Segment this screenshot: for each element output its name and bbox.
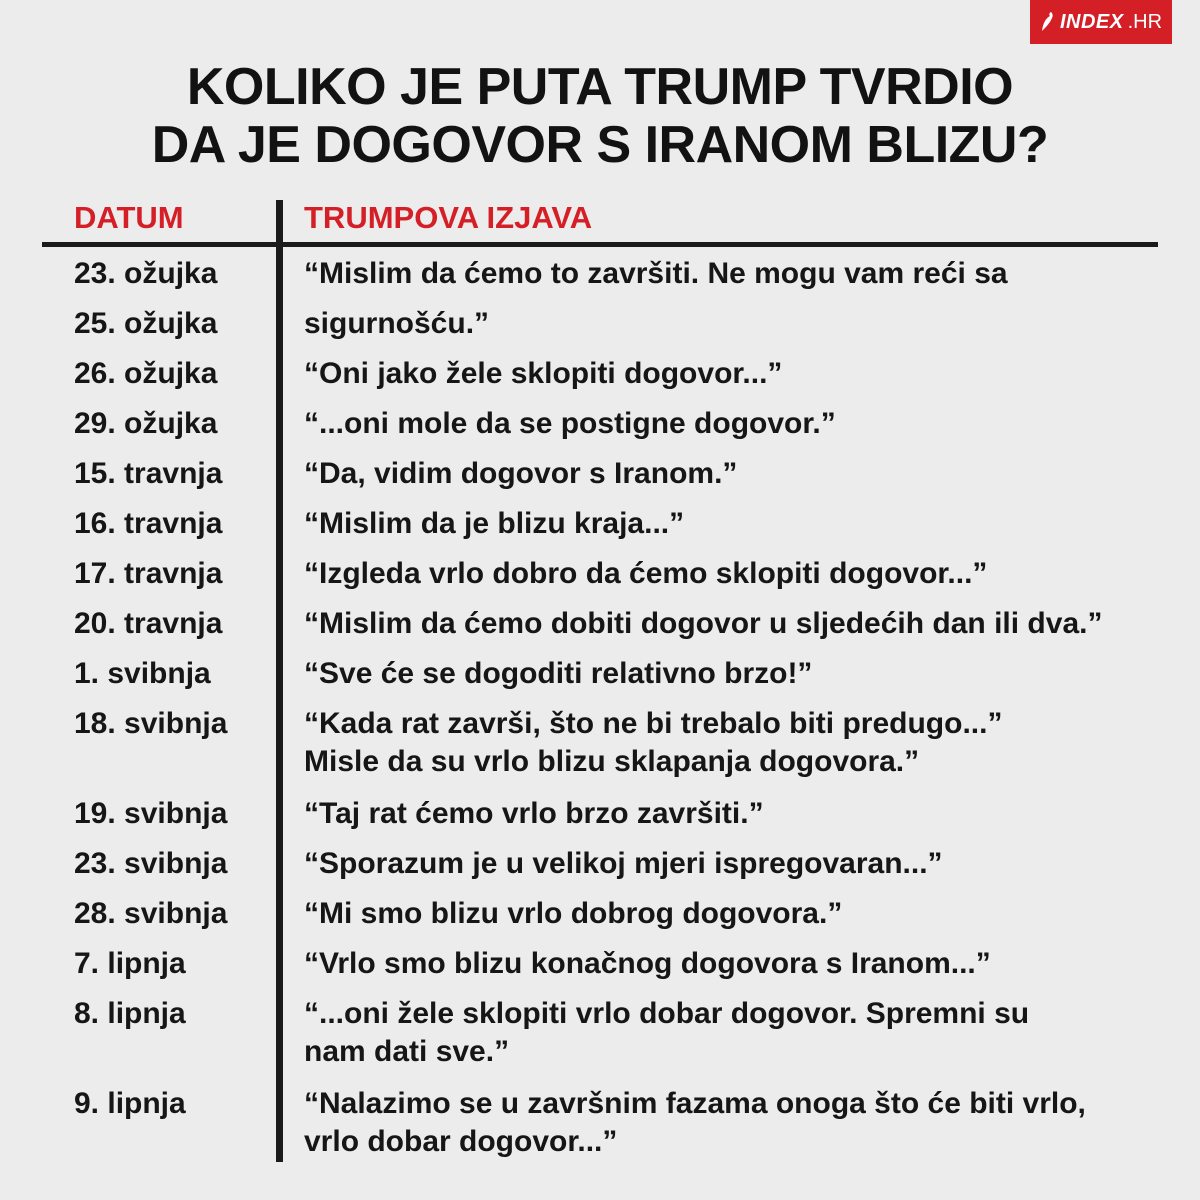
- column-header-date: DATUM: [74, 200, 184, 235]
- quote-cell: “Kada rat završi, što ne bi trebalo biti predugo...” Misle da su vrlo blizu sklapanja dogovora.”: [304, 707, 1003, 778]
- date-cell: 1. svibnja: [74, 657, 211, 690]
- table-row: [0, 405, 1200, 455]
- date-cell: 18. svibnja: [74, 707, 228, 740]
- table-row: [0, 995, 1200, 1085]
- logo-tld-text: .HR: [1127, 10, 1163, 33]
- quote-cell: “Mislim da ćemo to završiti. Ne mogu vam reći sa: [304, 257, 1008, 290]
- quote-cell: “Mislim da ćemo dobiti dogovor u sljedećih dan ili dva.”: [304, 607, 1103, 640]
- chili-icon: [1040, 11, 1056, 33]
- table-row: [0, 795, 1200, 845]
- quote-cell: sigurnošću.”: [304, 307, 490, 340]
- date-cell: 23. svibnja: [74, 847, 228, 880]
- quote-cell: “Nalazimo se u završnim fazama onoga što će biti vrlo, vrlo dobar dogovor...”: [304, 1087, 1086, 1158]
- quote-cell: “Mislim da je blizu kraja...”: [304, 507, 685, 540]
- date-cell: 28. svibnja: [74, 897, 228, 930]
- table-row: [0, 705, 1200, 795]
- date-cell: 16. travnja: [74, 507, 223, 540]
- table-row: [0, 655, 1200, 705]
- date-cell: 23. ožujka: [74, 257, 218, 290]
- table-row: [0, 555, 1200, 605]
- statements-table: [0, 255, 1200, 1175]
- quote-cell: “Izgleda vrlo dobro da ćemo sklopiti dogovor...”: [304, 557, 988, 590]
- table-row: [0, 605, 1200, 655]
- date-cell: 17. travnja: [74, 557, 223, 590]
- date-cell: 9. lipnja: [74, 1087, 186, 1120]
- quote-cell: “...oni mole da se postigne dogovor.”: [304, 407, 836, 440]
- date-cell: 8. lipnja: [74, 997, 186, 1030]
- date-cell: 15. travnja: [74, 457, 223, 490]
- table-row: [0, 455, 1200, 505]
- table-row: [0, 505, 1200, 555]
- quote-cell: “Sve će se dogoditi relativno brzo!”: [304, 657, 813, 690]
- index-hr-logo: [1030, 0, 1172, 44]
- quote-cell: “Taj rat ćemo vrlo brzo završiti.”: [304, 797, 764, 830]
- date-cell: 19. svibnja: [74, 797, 228, 830]
- table-row: [0, 355, 1200, 405]
- column-header-quote: TRUMPOVA IZJAVA: [304, 200, 593, 235]
- quote-cell: “Vrlo smo blizu konačnog dogovora s Iranom...”: [304, 947, 991, 980]
- table-row: [0, 1085, 1200, 1175]
- quote-cell: “Mi smo blizu vrlo dobrog dogovora.”: [304, 897, 843, 930]
- quote-cell: “Da, vidim dogovor s Iranom.”: [304, 457, 738, 490]
- date-cell: 26. ožujka: [74, 357, 218, 390]
- quote-cell: “...oni žele sklopiti vrlo dobar dogovor. Spremni su nam dati sve.”: [304, 997, 1030, 1068]
- logo-brand-text: INDEX: [1059, 10, 1124, 33]
- table-row: [0, 255, 1200, 305]
- table-row: [0, 895, 1200, 945]
- page-title: [0, 58, 1200, 174]
- title-line-1: KOLIKO JE PUTA TRUMP TVRDIO: [186, 58, 1014, 116]
- date-cell: 7. lipnja: [74, 947, 186, 980]
- table-row: [0, 845, 1200, 895]
- date-cell: 25. ožujka: [74, 307, 218, 340]
- header-divider: [42, 242, 1158, 247]
- table-row: [0, 945, 1200, 995]
- title-line-2: DA JE DOGOVOR S IRANOM BLIZU?: [151, 116, 1049, 174]
- date-cell: 20. travnja: [74, 607, 223, 640]
- quote-cell: “Sporazum je u velikoj mjeri ispregovaran...”: [304, 847, 943, 880]
- date-cell: 29. ožujka: [74, 407, 218, 440]
- quote-cell: “Oni jako žele sklopiti dogovor...”: [304, 357, 783, 390]
- table-row: [0, 305, 1200, 355]
